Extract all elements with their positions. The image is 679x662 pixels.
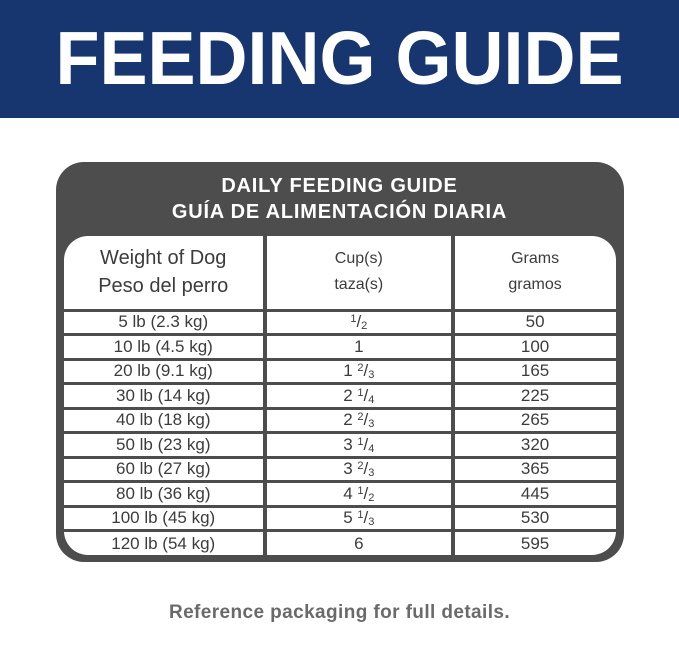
col-header-grams-en: Grams [511,250,560,268]
card-title-en: DAILY FEEDING GUIDE [221,175,458,197]
weight-cell: 120 lb (54 kg) [64,531,265,556]
table-row [64,433,616,458]
grams-cell: 595 [453,531,616,556]
grams-cell: 320 [453,433,616,458]
weight-cell: 60 lb (27 kg) [64,457,265,482]
cups-cell: 4 $^1/_2$ [265,482,453,507]
cups-cell: 5 $^1/_3$ [265,506,453,531]
feeding-table-wrap [64,236,616,555]
grams-cell: 50 [453,310,616,335]
grams-cell: 265 [453,408,616,433]
grams-cell: 445 [453,482,616,507]
cups-cell: 3 $^1/_4$ [265,433,453,458]
col-header-cups [265,236,453,310]
col-header-weight-en: Weight of Dog [100,247,227,270]
cups-cell: 1 $^2/_3$ [265,359,453,384]
cups-cell: 1 [265,335,453,360]
table-row [64,359,616,384]
col-header-weight-es: Peso del perro [98,275,229,298]
cups-cell: 2 $^1/_4$ [265,384,453,409]
col-header-grams [453,236,616,310]
weight-cell: 20 lb (9.1 kg) [64,359,265,384]
col-header-grams-es: gramos [508,276,562,294]
cups-cell: 6 [265,531,453,556]
table-row [64,384,616,409]
feeding-guide-card [56,162,624,562]
grams-cell: 165 [453,359,616,384]
cups-cell: 3 $^2/_3$ [265,457,453,482]
grams-cell: 365 [453,457,616,482]
table-header-row [64,236,616,310]
weight-cell: 5 lb (2.3 kg) [64,310,265,335]
table-row [64,482,616,507]
table-row [64,310,616,335]
table-row [64,408,616,433]
grams-cell: 100 [453,335,616,360]
feeding-table [64,236,616,555]
page-title: FEEDING GUIDE [55,17,624,101]
grams-cell: 225 [453,384,616,409]
card-title [64,162,616,236]
weight-cell: 40 lb (18 kg) [64,408,265,433]
weight-cell: 80 lb (36 kg) [64,482,265,507]
weight-cell: 30 lb (14 kg) [64,384,265,409]
table-row [64,457,616,482]
weight-cell: 100 lb (45 kg) [64,506,265,531]
table-row [64,506,616,531]
table-row [64,335,616,360]
feeding-table-body [64,310,616,555]
footer-note: Reference packaging for full details. [168,602,511,623]
cups-cell: $^1/_2$ [265,310,453,335]
col-header-cups-en: Cup(s) [334,250,383,268]
col-header-cups-es: taza(s) [334,276,384,294]
grams-cell: 530 [453,506,616,531]
weight-cell: 50 lb (23 kg) [64,433,265,458]
col-header-weight [64,236,265,310]
table-row [64,531,616,556]
banner [0,0,679,118]
weight-cell: 10 lb (4.5 kg) [64,335,265,360]
cups-cell: 2 $^2/_3$ [265,408,453,433]
card-title-es: GUÍA DE ALIMENTACIÓN DIARIA [171,201,508,223]
